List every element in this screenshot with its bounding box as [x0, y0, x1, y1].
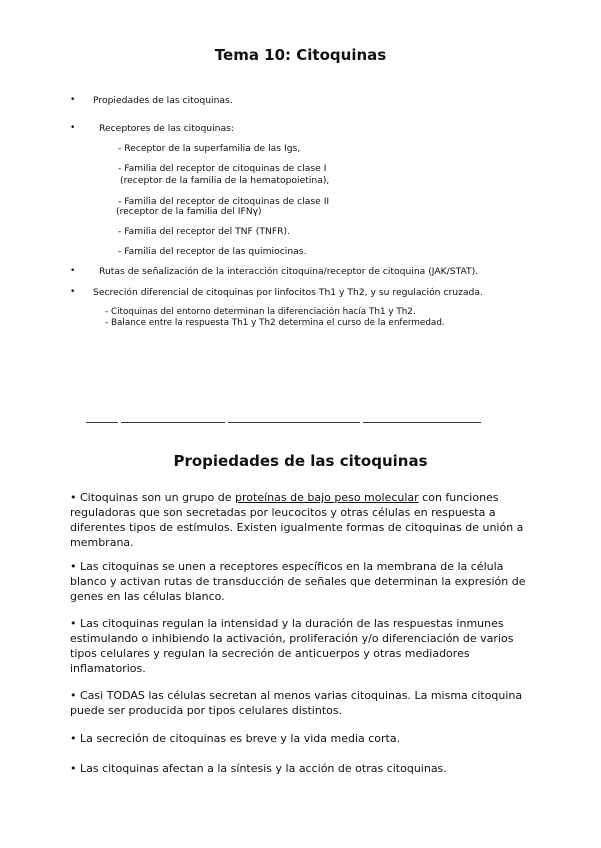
sub-item-clase-i-detail: (receptor de la familia de la hematopoietina),	[120, 175, 330, 186]
item-rutas: Rutas de señalización de la interacción citoquina/receptor de citoquina (JAK/STAT).	[99, 266, 479, 277]
paragraph-line: tipos celulares y regulan la secreción de anticuerpos y otras mediadores	[70, 647, 470, 660]
paragraph-line: diferentes tipos de estímulos. Existen igualmente formas de citoquinas de unión a	[70, 521, 524, 534]
paragraph-definition	[70, 490, 540, 550]
paragraph-celulas	[70, 688, 540, 718]
sub-item-igs: - Receptor de la superfamilia de las Igs,	[118, 143, 301, 154]
divider-segment	[363, 422, 481, 423]
paragraph-line: blanco y activan rutas de transducción de señales que determinan la expresión de	[70, 575, 526, 588]
item-propiedades: Propiedades de las citoquinas.	[93, 95, 233, 106]
paragraph-regulacion	[70, 616, 540, 676]
paragraph-line: • Las citoquinas afectan a la síntesis y la acción de otras citoquinas.	[70, 762, 447, 775]
paragraph-line: • La secreción de citoquinas es breve y la vida media corta.	[70, 732, 401, 745]
paragraph-line: • Las citoquinas regulan la intensidad y la duración de las respuestas inmunes	[70, 617, 504, 630]
paragraph-line: inflamatorios.	[70, 662, 146, 675]
sub-item-quimiocinas: - Familia del receptor de las quimiocinas.	[118, 246, 307, 257]
divider-segment	[228, 422, 360, 423]
paragraph-line: estimulando o inhibiendo la activación, proliferación y/o diferenciación de varios	[70, 632, 514, 645]
item-secrecion: Secreción diferencial de citoquinas por linfocitos Th1 y Th2, y su regulación cruzada.	[93, 287, 483, 298]
bullet-4: •	[70, 286, 76, 297]
text-segment: con funciones	[418, 491, 499, 504]
slide1-title: Tema 10: Citoquinas	[214, 46, 387, 64]
paragraph-line: genes en las células blanco.	[70, 590, 225, 603]
bullet-3: •	[70, 265, 76, 276]
sub-item-tnf: - Familia del receptor del TNF (TNFR).	[118, 226, 290, 237]
bullet-2: •	[70, 122, 76, 133]
underlined-term: proteínas de bajo peso molecular	[235, 491, 419, 504]
paragraph-secrecion	[70, 731, 540, 746]
paragraph-sintesis	[70, 761, 540, 776]
paragraph-line: • Casi TODAS las células secretan al menos varias citoquinas. La misma citoquina	[70, 689, 523, 702]
paragraph-line: puede ser producida por tipos celulares distintos.	[70, 704, 343, 717]
sub-item-entorno: - Citoquinas del entorno determinan la diferenciación hacía Th1 y Th2.	[105, 307, 416, 317]
sub-item-clase-i: - Familia del receptor de citoquinas de clase I	[118, 163, 327, 174]
paragraph-line: membrana.	[70, 536, 134, 549]
sub-item-clase-ii: - Familia del receptor de citoquinas de clase II	[118, 196, 330, 207]
paragraph-line	[70, 490, 540, 505]
paragraph-receptores	[70, 559, 540, 604]
paragraph-line: • Las citoquinas se unen a receptores específicos en la membrana de la célula	[70, 560, 504, 573]
divider-segment	[121, 422, 225, 423]
bullet-1: •	[70, 94, 76, 105]
text-segment: • Citoquinas son un grupo de	[70, 491, 236, 504]
paragraph-line: reguladoras que son secretadas por leucocitos y otras células en respuesta a	[70, 506, 496, 519]
item-receptores: Receptores de las citoquinas:	[99, 123, 234, 134]
slide2-title: Propiedades de las citoquinas	[173, 452, 428, 470]
sub-item-clase-ii-detail: (receptor de la familia del IFNγ)	[116, 206, 262, 217]
sub-item-balance: - Balance entre la respuesta Th1 y Th2 determina el curso de la enfermedad.	[105, 318, 445, 328]
divider-segment	[86, 422, 118, 423]
